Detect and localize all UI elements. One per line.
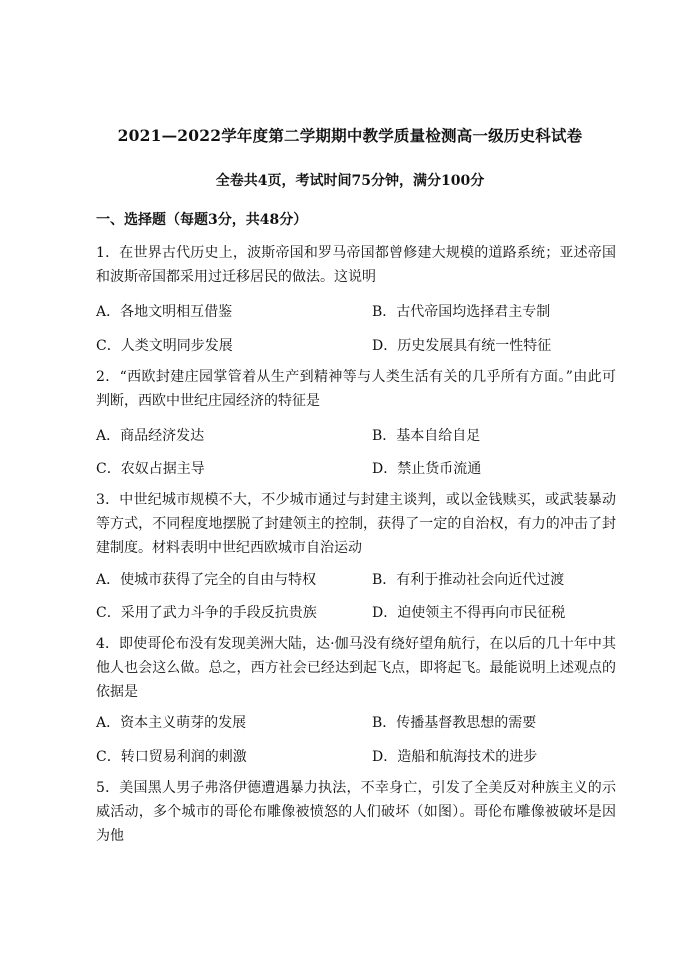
question-5-stem: 5．美国黑人男子弗洛伊德遭遇暴力执法，不幸身亡，引发了全美反对种族主义的示威活动，多个城市的哥伦布雕像被愤怒的人们破坏（如图）。哥伦布雕像被破坏是因为他	[96, 780, 616, 844]
question-3-option-b[interactable]: B．有利于推动社会向近代过渡	[372, 572, 565, 588]
question-3-option-a[interactable]: A．使城市获得了完全的自由与特权	[96, 572, 317, 588]
question-2-option-d[interactable]: D．禁止货币流通	[372, 461, 482, 477]
question-1-option-a[interactable]: A．各地文明相互借鉴	[96, 304, 233, 320]
question-3-stem: 3．中世纪城市规模不大，不少城市通过与封建主谈判，或以金钱赎买，或武装暴动等方式，不同程度地摆脱了封建领主的控制，获得了一定的自治权，有力的冲击了封建制度。材料表明中世纪西欧城市自治运动	[96, 492, 616, 556]
question-4-option-c[interactable]: C．转口贸易利润的刺激	[96, 749, 247, 765]
question-4-option-a[interactable]: A．资本主义萌芽的发展	[96, 715, 247, 731]
question-4-stem: 4．即使哥伦布没有发现美洲大陆，达·伽马没有绕好望角航行，在以后的几十年中其他人也会这么做。总之，西方社会已经达到起飞点，即将起飞。最能说明上述观点的依据是	[96, 636, 616, 700]
question-4-option-d[interactable]: D．造船和航海技术的进步	[372, 749, 538, 765]
question-1-option-d[interactable]: D．历史发展具有统一性特征	[372, 338, 552, 354]
question-2-option-a[interactable]: A．商品经济发达	[96, 428, 205, 444]
question-1-option-c[interactable]: C．人类文明同步发展	[96, 338, 233, 354]
question-2-option-c[interactable]: C．农奴占据主导	[96, 461, 205, 477]
question-1-option-b[interactable]: B．古代帝国均选择君主专制	[372, 304, 551, 320]
question-3-option-d[interactable]: D．迫使领主不得再向市民征税	[372, 605, 566, 621]
question-3-option-c[interactable]: C．采用了武力斗争的手段反抗贵族	[96, 605, 317, 621]
question-4-option-b[interactable]: B．传播基督教思想的需要	[372, 715, 537, 731]
question-2-stem: 2．“西欧封建庄园掌管着从生产到精神等与人类生活有关的几乎所有方面。”由此可判断，西欧中世纪庄园经济的特征是	[96, 369, 616, 409]
exam-title: 2021—2022学年度第二学期期中教学质量检测高一级历史科试卷	[117, 126, 583, 145]
section-heading: 一、选择题（每题3分，共48分）	[96, 212, 308, 228]
question-1-stem: 1．在世界古代历史上，波斯帝国和罗马帝国都曾修建大规模的道路系统；亚述帝国和波斯帝国都采用过迁移居民的做法。这说明	[96, 245, 616, 285]
exam-subtitle: 全卷共4页，考试时间75分钟，满分100分	[215, 173, 485, 189]
question-2-option-b[interactable]: B．基本自给自足	[372, 428, 481, 444]
